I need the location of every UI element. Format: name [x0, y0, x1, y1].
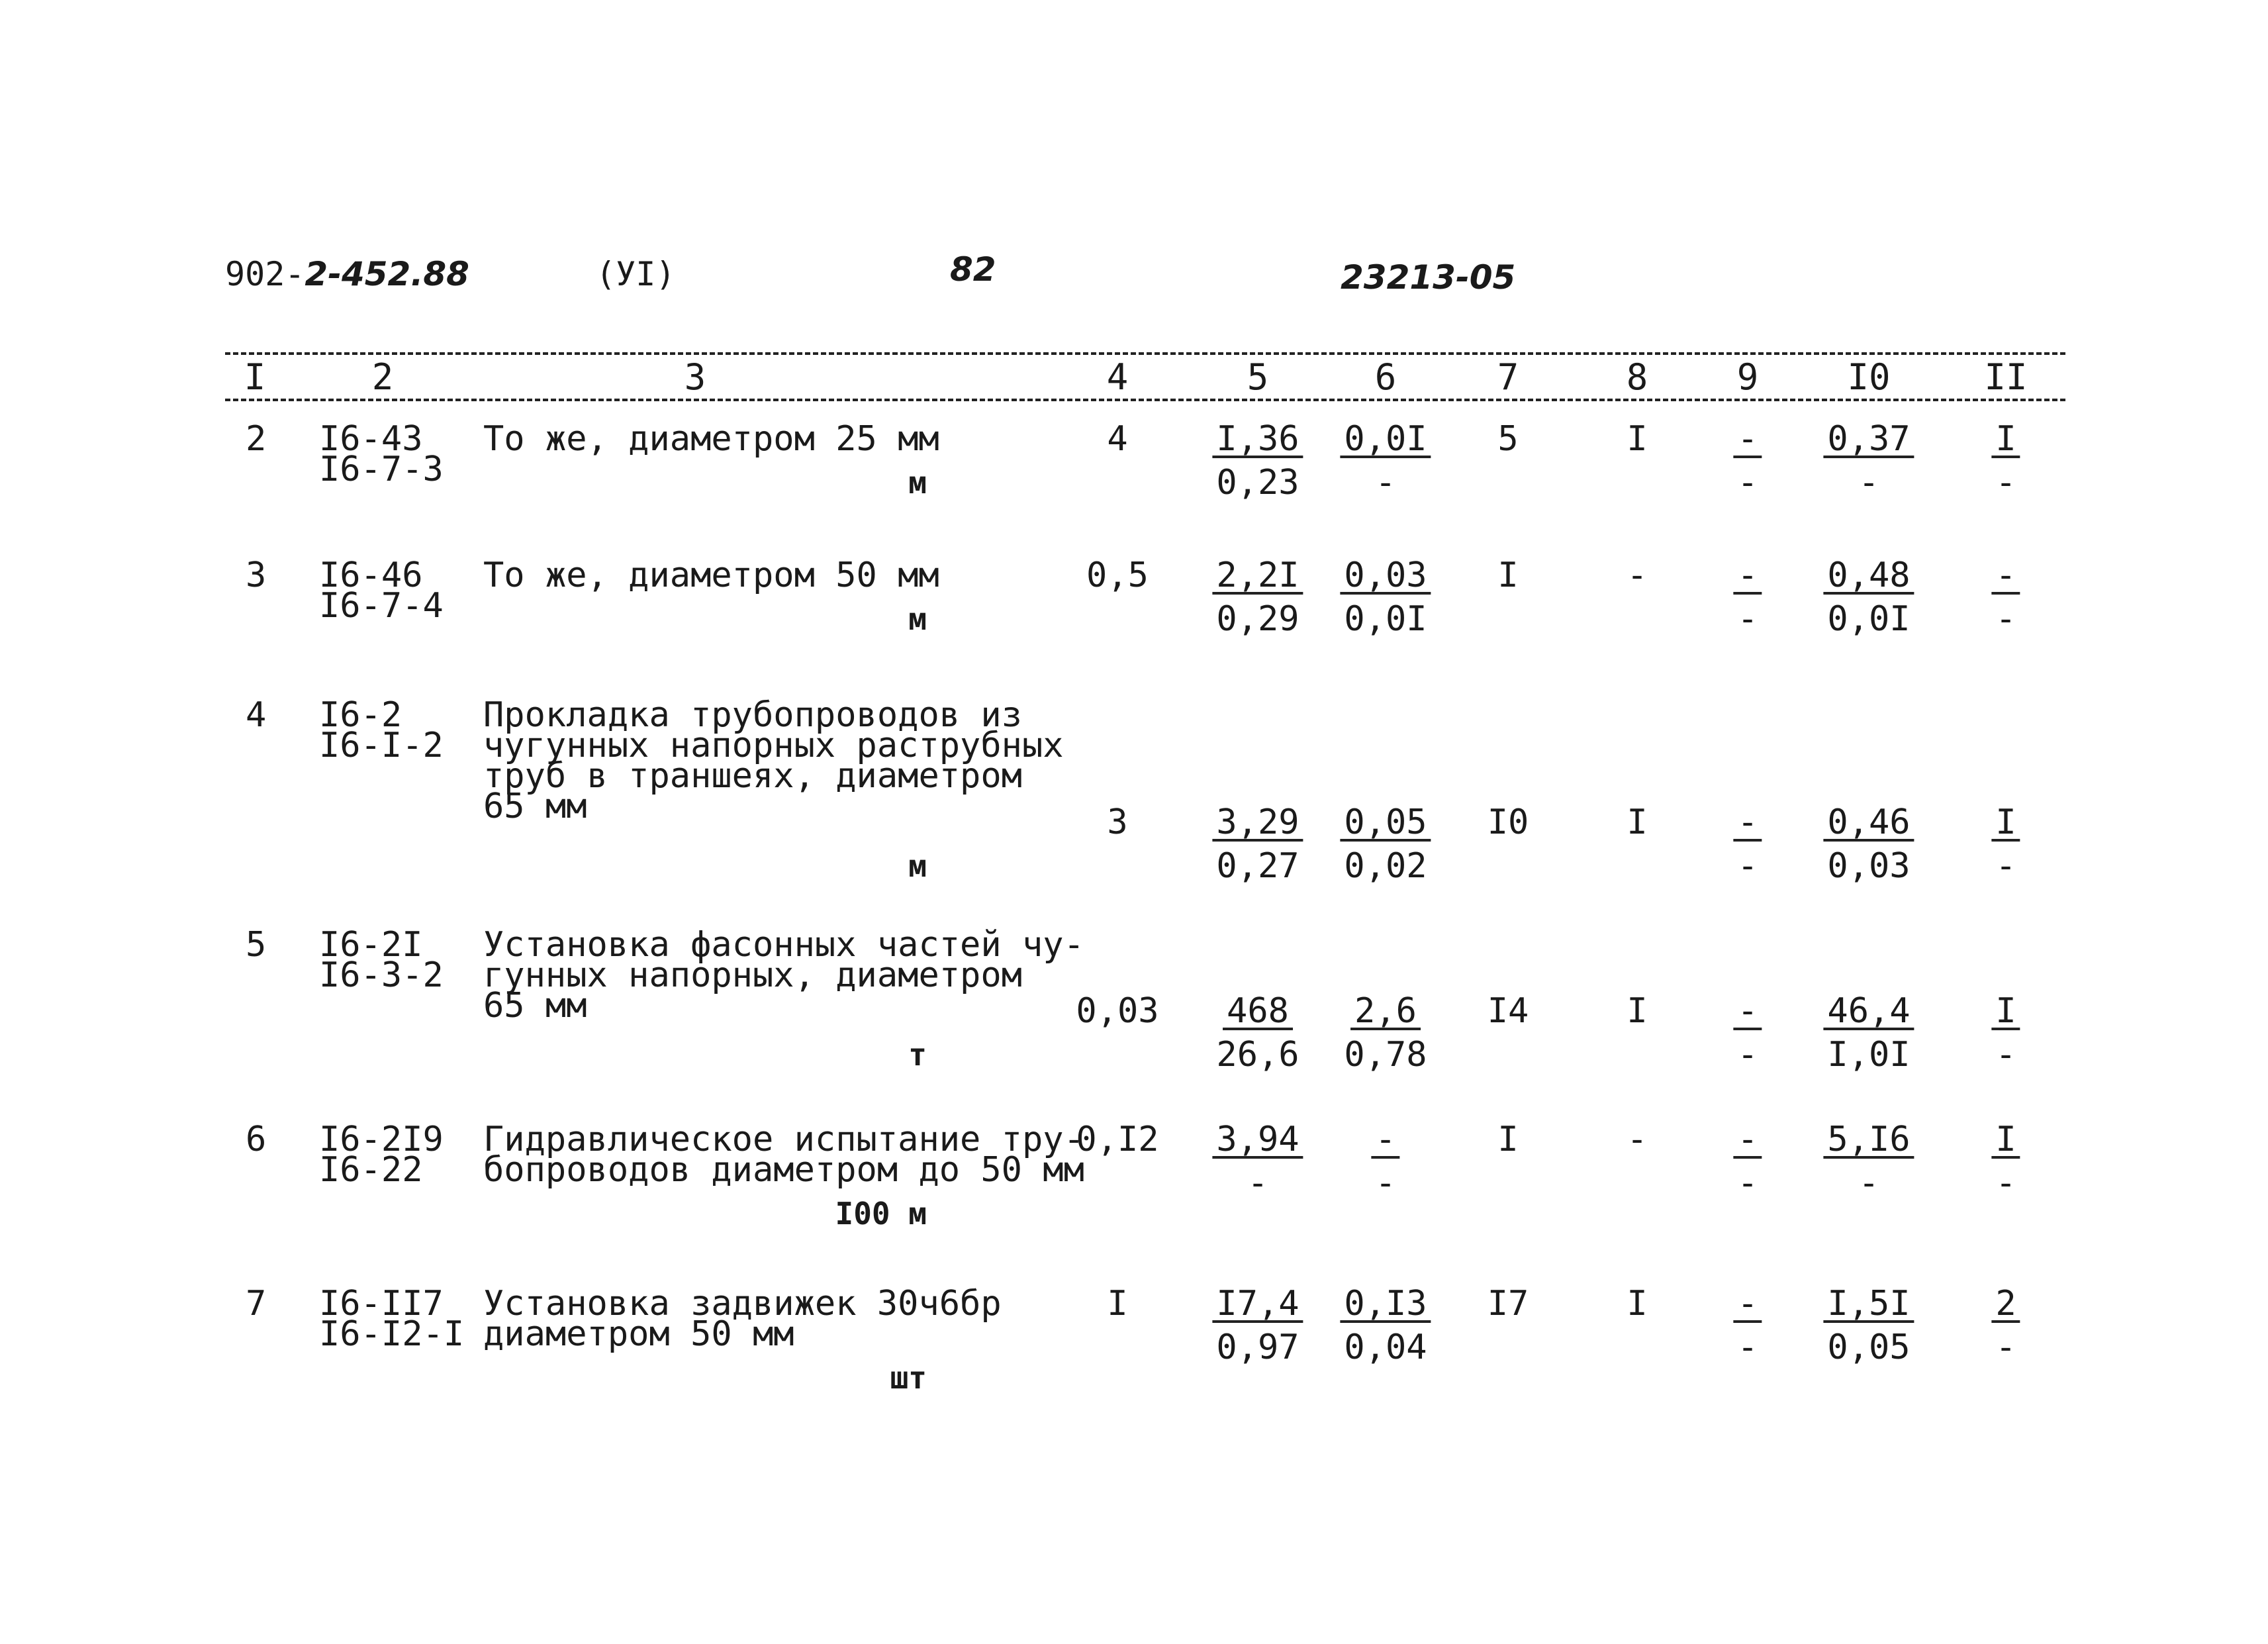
description-line: То же, диаметром 50 мм: [483, 556, 939, 595]
column-number-10: I0: [1847, 356, 1891, 398]
machine-cost-denominator: -: [1375, 463, 1396, 503]
column-11-numerator: I: [1991, 996, 2020, 1030]
rate-code: I6-I2-I: [319, 1314, 465, 1354]
labor-numerator: 0,37: [1823, 424, 1914, 458]
description-line: 65 мм: [483, 787, 587, 826]
header-rule-top: [225, 352, 2065, 355]
cost-denominator: 26,6: [1216, 1035, 1299, 1075]
cost-denominator: 0,23: [1216, 463, 1299, 503]
labor-denominator: -: [1858, 463, 1879, 503]
column-number-2: 2: [371, 356, 394, 398]
quantity: 0,5: [1086, 556, 1149, 595]
machine-cost-denominator: 0,04: [1344, 1328, 1427, 1367]
rate-code: I6-43: [319, 419, 423, 459]
description-line: Установка фасонных частей чу-: [483, 925, 1084, 965]
column-11-numerator: I: [1991, 807, 2020, 842]
column-11-numerator: I: [1991, 1124, 2020, 1159]
column-9-denominator: -: [1737, 1163, 1758, 1203]
row-number: 4: [246, 695, 267, 735]
column-9-denominator: -: [1737, 599, 1758, 639]
cost-numerator: I,36: [1212, 424, 1303, 458]
labor-denominator: 0,0I: [1827, 599, 1911, 639]
rate-code: I6-2I: [319, 925, 423, 965]
row-number: 2: [246, 419, 267, 459]
cost-numerator: 3,29: [1212, 807, 1303, 842]
labor-denominator: -: [1858, 1163, 1879, 1203]
column-9-numerator: -: [1733, 560, 1762, 595]
cost-denominator: -: [1247, 1163, 1268, 1203]
rate-code: I6-2: [319, 695, 402, 735]
column-7-value: I: [1497, 1120, 1519, 1159]
rate-code: I6-3-2: [319, 955, 444, 995]
rate-code: I6-2I9: [319, 1120, 444, 1159]
quantity: I: [1107, 1284, 1128, 1324]
column-number-7: 7: [1497, 356, 1519, 398]
column-8-value: -: [1627, 556, 1648, 595]
column-number-1: I: [244, 356, 266, 398]
column-11-denominator: -: [1995, 1163, 2016, 1203]
labor-numerator: 0,46: [1823, 807, 1914, 842]
column-7-value: I7: [1487, 1284, 1529, 1324]
column-7-value: I0: [1487, 802, 1529, 842]
machine-cost-denominator: 0,0I: [1344, 599, 1427, 639]
unit-of-measure: т: [908, 1037, 927, 1073]
cost-numerator: 468: [1223, 996, 1293, 1030]
column-number-11: II: [1984, 356, 2028, 398]
description-line: чугунных напорных раструбных: [483, 726, 1064, 765]
page-number: 82: [950, 250, 996, 289]
column-11-numerator: I: [1991, 424, 2020, 458]
cost-numerator: 2,2I: [1212, 560, 1303, 595]
machine-cost-numerator: 0,I3: [1340, 1288, 1431, 1323]
cost-numerator: I7,4: [1212, 1288, 1303, 1323]
description-line: труб в траншеях, диаметром: [483, 756, 1022, 796]
column-number-9: 9: [1736, 356, 1759, 398]
column-7-value: 5: [1497, 419, 1519, 459]
description-line: Прокладка трубопроводов из: [483, 695, 1022, 735]
description-line: диаметром 50 мм: [483, 1314, 794, 1354]
rate-code: I6-46: [319, 556, 423, 595]
column-11-numerator: -: [1991, 560, 2020, 595]
column-9-numerator: -: [1733, 424, 1762, 458]
column-9-numerator: -: [1733, 1288, 1762, 1323]
machine-cost-denominator: 0,78: [1344, 1035, 1427, 1075]
doc-code: [225, 255, 469, 293]
row-number: 6: [246, 1120, 267, 1159]
cost-denominator: 0,27: [1216, 846, 1299, 886]
column-9-numerator: -: [1733, 996, 1762, 1030]
description-line: 65 мм: [483, 986, 587, 1026]
column-number-5: 5: [1247, 356, 1269, 398]
column-9-numerator: -: [1733, 1124, 1762, 1159]
column-9-denominator: -: [1737, 1035, 1758, 1075]
rate-code: I6-7-3: [319, 450, 444, 489]
column-9-denominator: -: [1737, 846, 1758, 886]
description-line: Установка задвижек 30ч6бр: [483, 1284, 1002, 1324]
volume-label: (УI): [596, 255, 676, 293]
column-7-value: I: [1497, 556, 1519, 595]
cost-denominator: 0,97: [1216, 1328, 1299, 1367]
column-8-value: I: [1627, 419, 1648, 459]
description-line: бопроводов диаметром до 50 мм: [483, 1150, 1084, 1190]
machine-cost-numerator: -: [1371, 1124, 1399, 1159]
column-8-value: I: [1627, 991, 1648, 1031]
column-11-numerator: 2: [1991, 1288, 2020, 1323]
column-number-4: 4: [1106, 356, 1129, 398]
quantity: 3: [1107, 802, 1128, 842]
machine-cost-denominator: -: [1375, 1163, 1396, 1203]
row-number: 5: [246, 925, 267, 965]
machine-cost-numerator: 0,03: [1340, 560, 1431, 595]
column-11-denominator: -: [1995, 1328, 2016, 1367]
unit-of-measure: I00 м: [835, 1196, 927, 1232]
column-number-3: 3: [684, 356, 706, 398]
column-9-denominator: -: [1737, 463, 1758, 503]
rate-code: I6-II7: [319, 1284, 444, 1324]
cost-numerator: 3,94: [1212, 1124, 1303, 1159]
description-line: То же, диаметром 25 мм: [483, 419, 939, 459]
column-7-value: I4: [1487, 991, 1529, 1031]
column-11-denominator: -: [1995, 599, 2016, 639]
machine-cost-denominator: 0,02: [1344, 846, 1427, 886]
rate-code: I6-I-2: [319, 726, 444, 765]
quantity: 4: [1107, 419, 1128, 459]
rate-code: I6-7-4: [319, 586, 444, 626]
doc-code-printed: 902-: [225, 255, 305, 293]
doc-code-handwritten: 2-452.88: [305, 255, 469, 293]
description-line: Гидравлическое испытание тру-: [483, 1120, 1084, 1159]
column-8-value: I: [1627, 1284, 1648, 1324]
column-number-6: 6: [1374, 356, 1397, 398]
labor-denominator: 0,05: [1827, 1328, 1911, 1367]
description-line: гунных напорных, диаметром: [483, 955, 1022, 995]
labor-denominator: 0,03: [1827, 846, 1911, 886]
unit-of-measure: м: [908, 601, 927, 637]
quantity: 0,I2: [1076, 1120, 1159, 1159]
column-11-denominator: -: [1995, 1035, 2016, 1075]
labor-numerator: 46,4: [1823, 996, 1914, 1030]
labor-denominator: I,0I: [1827, 1035, 1911, 1075]
labor-numerator: I,5I: [1823, 1288, 1914, 1323]
column-number-8: 8: [1626, 356, 1648, 398]
machine-cost-numerator: 2,6: [1350, 996, 1421, 1030]
column-8-value: -: [1627, 1120, 1648, 1159]
header-rule-bottom: [225, 399, 2065, 401]
column-11-denominator: -: [1995, 463, 2016, 503]
column-9-numerator: -: [1733, 807, 1762, 842]
row-number: 3: [246, 556, 267, 595]
rate-code: I6-22: [319, 1150, 423, 1190]
column-11-denominator: -: [1995, 846, 2016, 886]
column-9-denominator: -: [1737, 1328, 1758, 1367]
machine-cost-numerator: 0,05: [1340, 807, 1431, 842]
labor-numerator: 5,I6: [1823, 1124, 1914, 1159]
unit-of-measure: шт: [890, 1360, 927, 1396]
quantity: 0,03: [1076, 991, 1159, 1031]
unit-of-measure: м: [908, 465, 927, 501]
document-number: 23213-05: [1341, 258, 1516, 297]
labor-numerator: 0,48: [1823, 560, 1914, 595]
machine-cost-numerator: 0,0I: [1340, 424, 1431, 458]
unit-of-measure: м: [908, 848, 927, 884]
row-number: 7: [246, 1284, 267, 1324]
cost-denominator: 0,29: [1216, 599, 1299, 639]
column-8-value: I: [1627, 802, 1648, 842]
